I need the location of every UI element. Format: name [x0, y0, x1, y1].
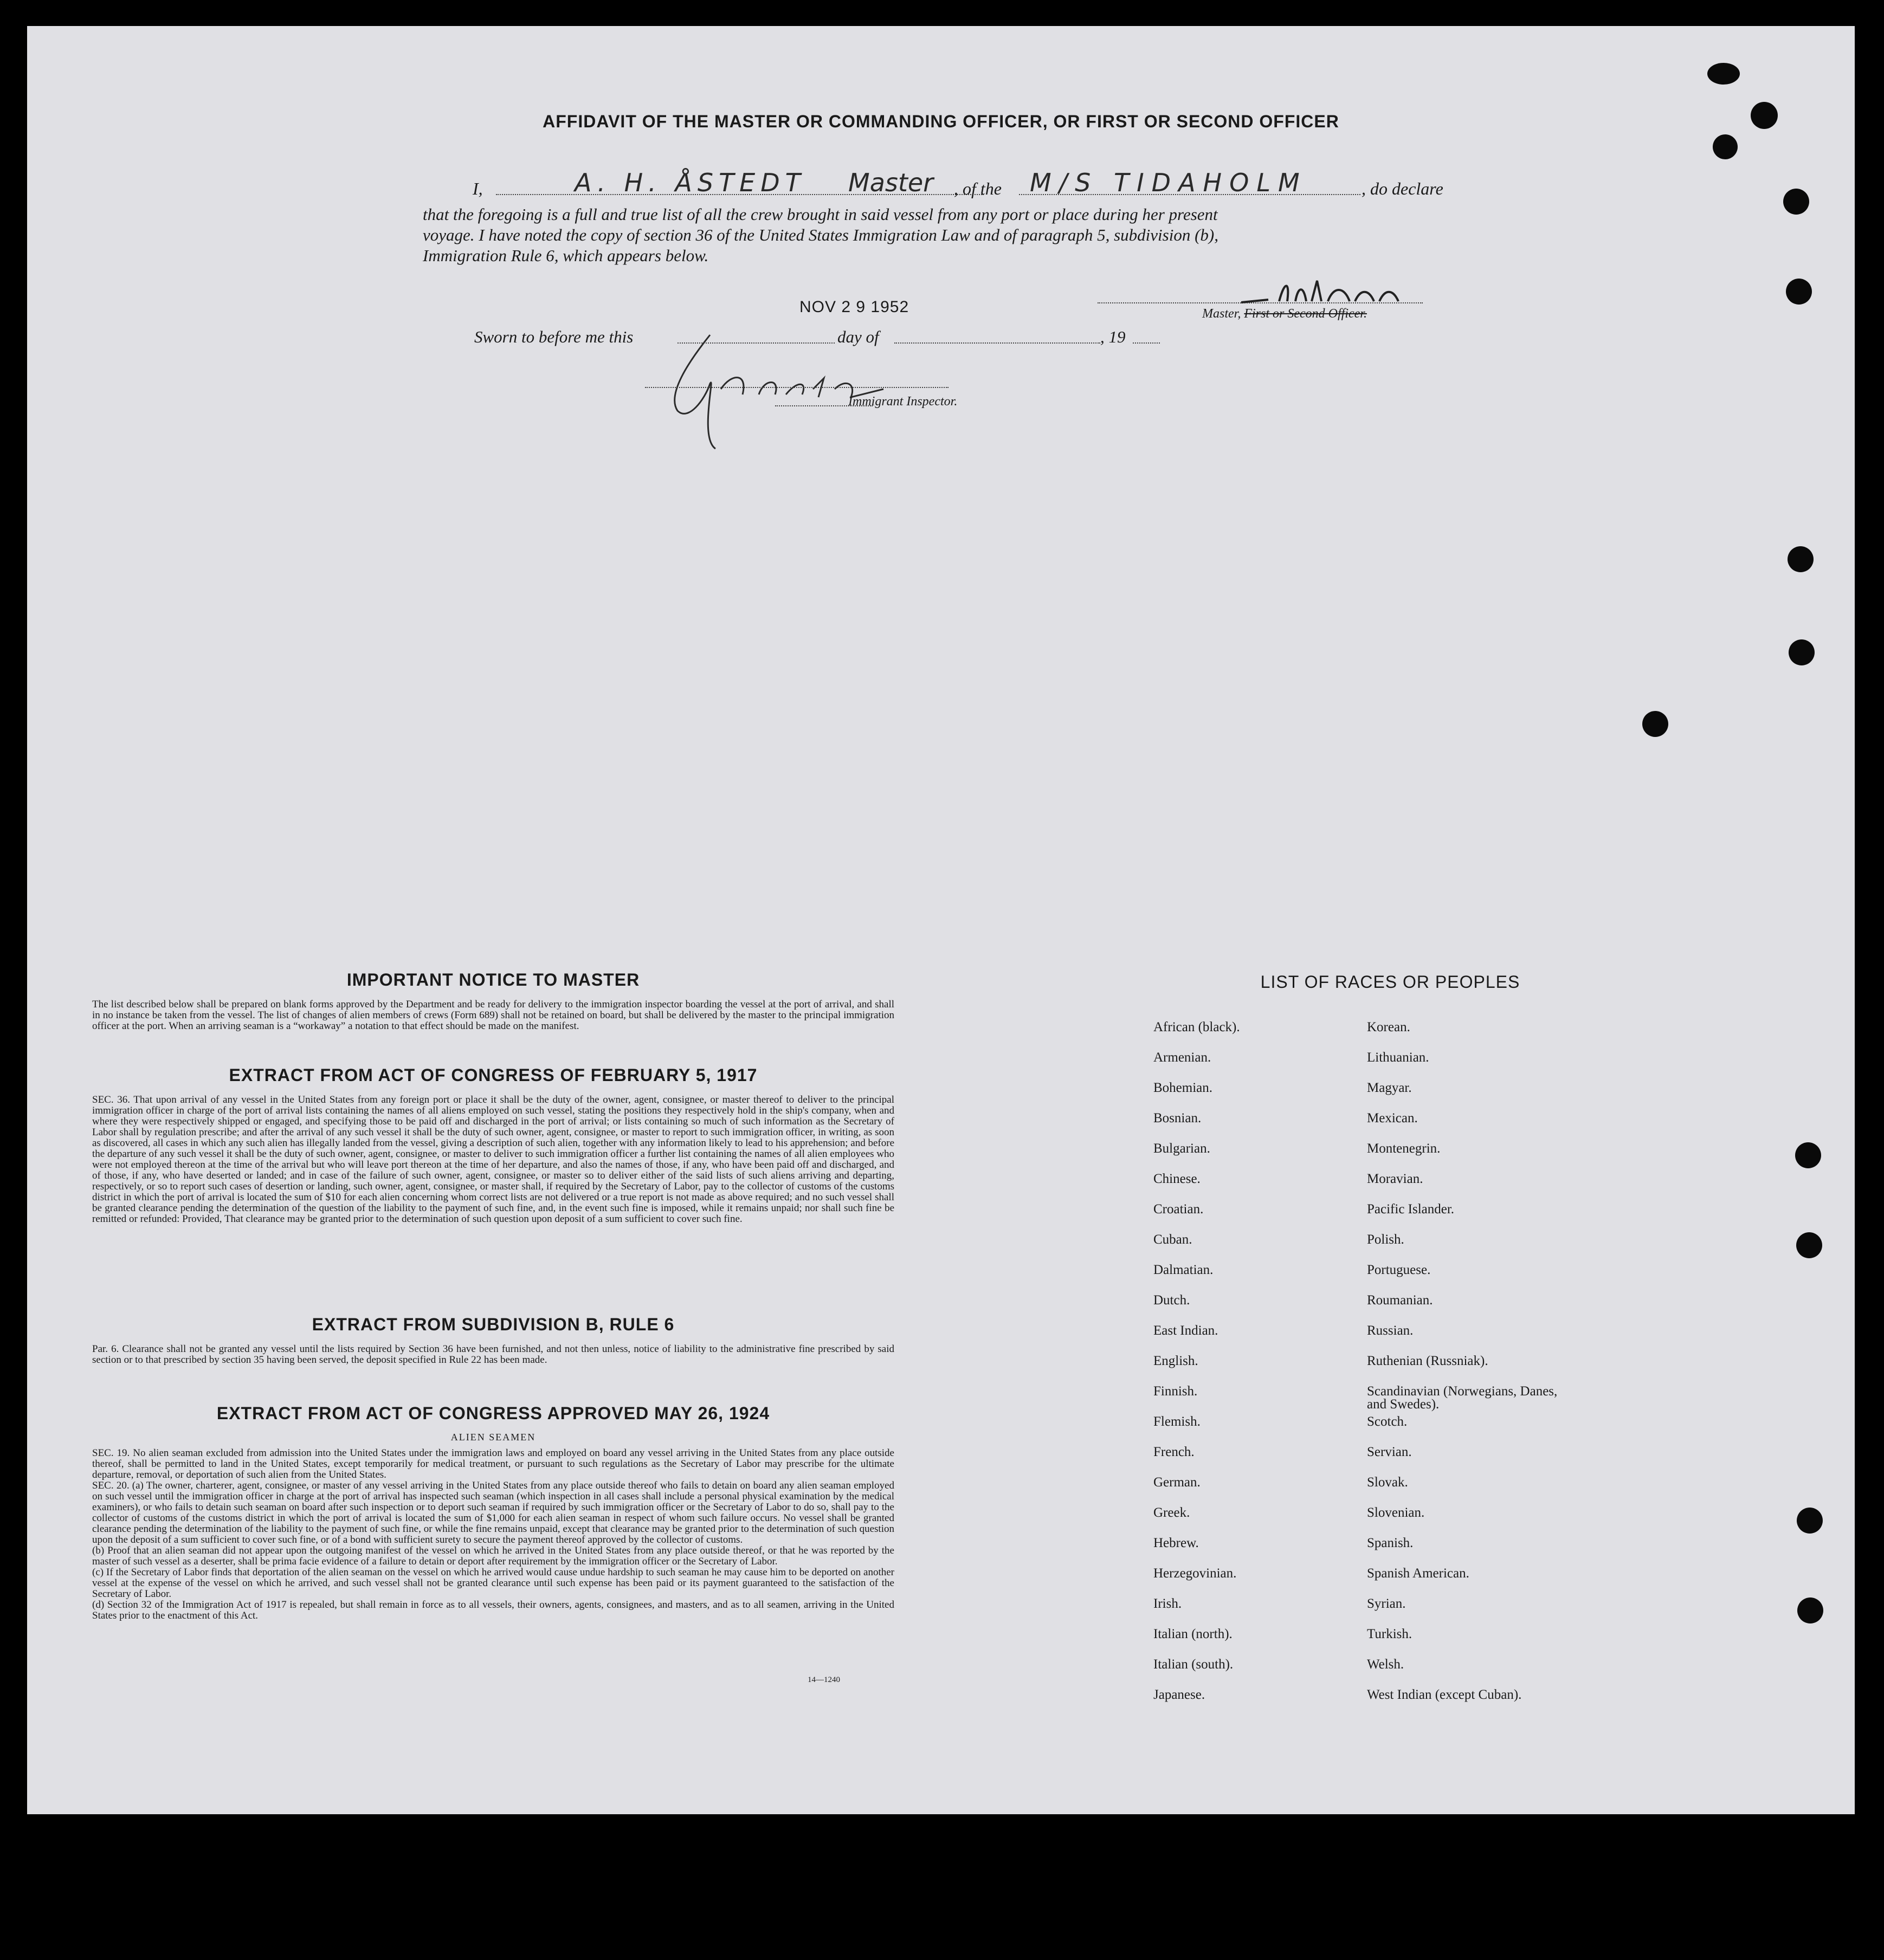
race-item: German. [1153, 1475, 1201, 1490]
race-item: Japanese. [1153, 1687, 1205, 1702]
sworn-label: Sworn to before me this [474, 327, 634, 346]
race-item: Cuban. [1153, 1232, 1192, 1247]
race-item: Dutch. [1153, 1293, 1190, 1308]
punch-hole [1788, 546, 1814, 572]
race-item: Magyar. [1367, 1081, 1412, 1095]
race-item: Irish. [1153, 1596, 1182, 1611]
master-signature-caption: Master, First or Second Officer. [1202, 307, 1367, 321]
rule6-body: Par. 6. Clearance shall not be granted any vessel until the lists required by Section 36 have been furnished, and not then unless, notice of liability to the administrative fine prescribed by said section or to that prescribed by section 35 having been served, the deposit specified in Rule 22 has been made. [92, 1343, 894, 1366]
race-item: Servian. [1367, 1445, 1412, 1459]
race-item: Moravian. [1367, 1172, 1423, 1186]
race-item: Armenian. [1153, 1050, 1211, 1065]
race-item: Bosnian. [1153, 1111, 1202, 1125]
punch-hole [1751, 102, 1778, 129]
race-item: Lithuanian. [1367, 1050, 1429, 1065]
year-label: , 19 [1100, 327, 1126, 346]
sec19-paragraph: SEC. 19. No alien seaman excluded from admission into the United States under the immigration laws and employed on board any vessel arriving in the United States from any place outside thereof, shall be permitted to land in the United States, except temporarily for medical treatment, or pursuant to such regulations as the Secretary of Labor may prescribe for the ultimate departure, removal, or deportation of such alien from the United States. [92, 1447, 894, 1480]
extract-1924-title: EXTRACT FROM ACT OF CONGRESS APPROVED MAY 26, 1924 [216, 1403, 770, 1423]
punch-hole [1796, 1232, 1822, 1258]
punch-hole [1789, 639, 1815, 665]
punch-hole [1713, 134, 1738, 159]
race-item: Spanish. [1367, 1536, 1414, 1550]
extract-1924-body [92, 1448, 894, 1621]
race-item: Italian (south). [1153, 1657, 1234, 1672]
race-item: Turkish. [1367, 1627, 1412, 1641]
race-item: Russian. [1367, 1323, 1414, 1338]
affidavit-title: AFFIDAVIT OF THE MASTER OR COMMANDING OFFICER, OR FIRST OR SECOND OFFICER [543, 112, 1339, 131]
alien-seamen-subtitle: ALIEN SEAMEN [450, 1432, 536, 1442]
race-item: West Indian (except Cuban). [1367, 1687, 1522, 1702]
day-of-label: day of [837, 327, 879, 346]
race-item: African (black). [1153, 1020, 1240, 1034]
punch-hole [1707, 63, 1740, 85]
race-item: Korean. [1367, 1020, 1410, 1034]
document-page [27, 26, 1855, 1814]
race-item: Scotch. [1367, 1414, 1408, 1429]
punch-hole [1786, 279, 1812, 305]
race-item: Welsh. [1367, 1657, 1404, 1672]
punch-hole [1797, 1508, 1823, 1534]
race-item: Chinese. [1153, 1172, 1201, 1186]
master-title-handwritten: Master [848, 168, 934, 197]
affidavit-line-2: that the foregoing is a full and true list of all the crew brought in said vessel from any port or place during her present [423, 205, 1218, 224]
race-item: Greek. [1153, 1505, 1190, 1520]
affidavit-line-4: Immigration Rule 6, which appears below. [423, 246, 709, 265]
affidavit-line-3: voyage. I have noted the copy of section 36 of the United States Immigration Law and of paragraph 5, subdivision (b), [423, 225, 1218, 244]
race-item: Portuguese. [1367, 1263, 1431, 1277]
race-item: East Indian. [1153, 1323, 1218, 1338]
form-number: 14—1240 [808, 1676, 840, 1684]
race-item: French. [1153, 1445, 1195, 1459]
sec20a-paragraph: SEC. 20. (a) The owner, charterer, agent, consignee, or master of any vessel arriving in the United States from any place outside thereof who fails to detain on board any alien seaman employed on such vessel until the immigration officer in charge at the port of arrival has inspected such seaman (which inspection in all cases shall include a personal physical examination by the medical examiners), or who fails to detain such seaman on board after such inspection or to deport such seaman if required by such immigration officer or the Secretary of Labor to do so, shall pay to the collector of customs of the customs district in which the port of arrival is located the sum of $1,000 for each alien seaman in respect of whom such failure occurs. No vessel shall be granted clearance pending the determination of the liability to the payment of such fine, or while the fine remains unpaid, except that clearance may be granted prior to the determination of such question upon the deposit of a sum sufficient to cover such fine, or of a bond with sufficient surety to secure the payment thereof approved by the collector of customs. [92, 1480, 894, 1545]
master-name: A. H. ÅSTEDT [575, 168, 806, 197]
punch-hole [1642, 711, 1668, 737]
race-item: English. [1153, 1354, 1198, 1368]
race-item: Spanish American. [1367, 1566, 1469, 1581]
race-item: Slovenian. [1367, 1505, 1425, 1520]
race-item: Mexican. [1367, 1111, 1418, 1125]
race-item: Croatian. [1153, 1202, 1204, 1217]
notice-title: IMPORTANT NOTICE TO MASTER [346, 970, 640, 989]
date-stamp: NOV 2 9 1952 [799, 298, 909, 316]
race-item: Polish. [1367, 1232, 1404, 1247]
punch-hole [1797, 1597, 1823, 1623]
race-item: Flemish. [1153, 1414, 1201, 1429]
sec20b-paragraph: (b) Proof that an alien seaman did not appear upon the outgoing manifest of the vessel on which he arrived in the United States from any place outside thereof, or that he was reported by the master of such vessel as a deserter, shall be prima facie evidence of a failure to detain or deport after requirement by the immigration officer or the Secretary of Labor. [92, 1545, 894, 1567]
race-item: Italian (north). [1153, 1627, 1233, 1641]
race-item: Montenegrin. [1367, 1141, 1441, 1156]
vessel-name: M/S TIDAHOLM [1030, 168, 1307, 197]
punch-hole [1783, 189, 1809, 215]
affidavit-i-label: I, [473, 179, 483, 198]
race-item: Syrian. [1367, 1596, 1406, 1611]
race-item: Slovak. [1367, 1475, 1408, 1490]
race-item: Pacific Islander. [1367, 1202, 1455, 1217]
race-item: Herzegovinian. [1153, 1566, 1237, 1581]
extract-1917-title: EXTRACT FROM ACT OF CONGRESS OF FEBRUARY 5, 1917 [229, 1065, 758, 1085]
punch-hole [1795, 1142, 1821, 1168]
inspector-caption: Immigrant Inspector. [848, 394, 958, 409]
rule6-title: EXTRACT FROM SUBDIVISION B, RULE 6 [312, 1315, 675, 1334]
do-declare-label: , do declare [1362, 179, 1443, 198]
race-item: Ruthenian (Russniak). [1367, 1354, 1488, 1368]
sec20c-paragraph: (c) If the Secretary of Labor finds that deportation of the alien seaman on the vessel on which he arrived would cause undue hardship to such seaman he may cause him to be deported on another vessel at the expense of the vessel on which he arrived, and such vessel shall not be granted clearance until such expense has been paid or its payment guaranteed to the satisfaction of the Secretary of Labor. [92, 1567, 894, 1600]
extract-1917-body: SEC. 36. That upon arrival of any vessel in the United States from any foreign port or place it shall be the duty of the owner, agent, consignee, or master thereof to deliver to the principal immigration officer in charge of the port of arrival lists containing the names of all aliens employed on such vessel, stating the positions they respectively hold in the ship's company, when and where they were respectively shipped or engaged, and specifying those to be paid off and discharged in the port of arrival; or lists containing so much of such information as the Secretary of Labor shall by regulation prescribe; and after the arrival of any such vessel it shall be the duty of such owner, agent, consignee, or master to report to such immigration officer, in writing, as soon as discovered, all cases in which any such alien has illegally landed from the vessel, giving a description of such alien, together with any information likely to lead to his apprehension; and before the departure of any such vessel it shall be the duty of such owner, agent, consignee, or master to deliver to such immigration officer a further list containing the names of all alien employees who were not employed thereon at the time of the arrival but who will leave port thereon at the time of her departure, and also the names of those, if any, who have been paid off and discharged, and of those, if any, who have deserted or landed; and in case of the failure of such owner, agent, consignee, or master so to deliver either of the said lists of such aliens arriving and departing, respectively, or so to report such cases of desertion or landing, such owner, agent, consignee, or master shall, if required by the Secretary of Labor, pay to the collector of customs of the customs district in which the port of arrival is located the sum of $10 for each alien concerning whom correct lists are not delivered or a true report is not made as above required; and no such vessel shall be granted clearance pending the determination of the question of the liability to the payment of such fine, and, in the event such fine is imposed, while it remains unpaid; nor shall such fine be remitted or refunded: Provided, That clearance may be granted prior to the determination of such question upon deposit of a sum sufficient to cover such fine. [92, 1094, 894, 1225]
of-the-label: , of the [954, 179, 1002, 198]
race-item: Scandinavian (Norwegians, Danes, and Swedes). [1367, 1384, 1558, 1412]
notice-body: The list described below shall be prepared on blank forms approved by the Department and be ready for delivery to the immigration inspector boarding the vessel at the port of arrival, and shall in no instance be taken from the vessel. The list of changes of alien members of crews (Form 689) shall not be retained on board, but shall be delivered by the master to the principal immigration officer at the port. When an arriving seaman is a “workaway” a notation to that effect should be made on the manifest. [92, 999, 894, 1032]
race-item: Roumanian. [1367, 1293, 1433, 1308]
race-item: Dalmatian. [1153, 1263, 1214, 1277]
race-item: Bulgarian. [1153, 1141, 1210, 1156]
sec20d-paragraph: (d) Section 32 of the Immigration Act of 1917 is repealed, but shall remain in force as to all vessels, their owners, agents, consignees, and masters, and as to all seamen, arriving in the United States prior to the enactment of this Act. [92, 1599, 894, 1621]
race-item: Bohemian. [1153, 1081, 1213, 1095]
race-item: Hebrew. [1153, 1536, 1199, 1550]
race-item: Finnish. [1153, 1384, 1198, 1399]
races-title: LIST OF RACES OR PEOPLES [1260, 972, 1520, 992]
